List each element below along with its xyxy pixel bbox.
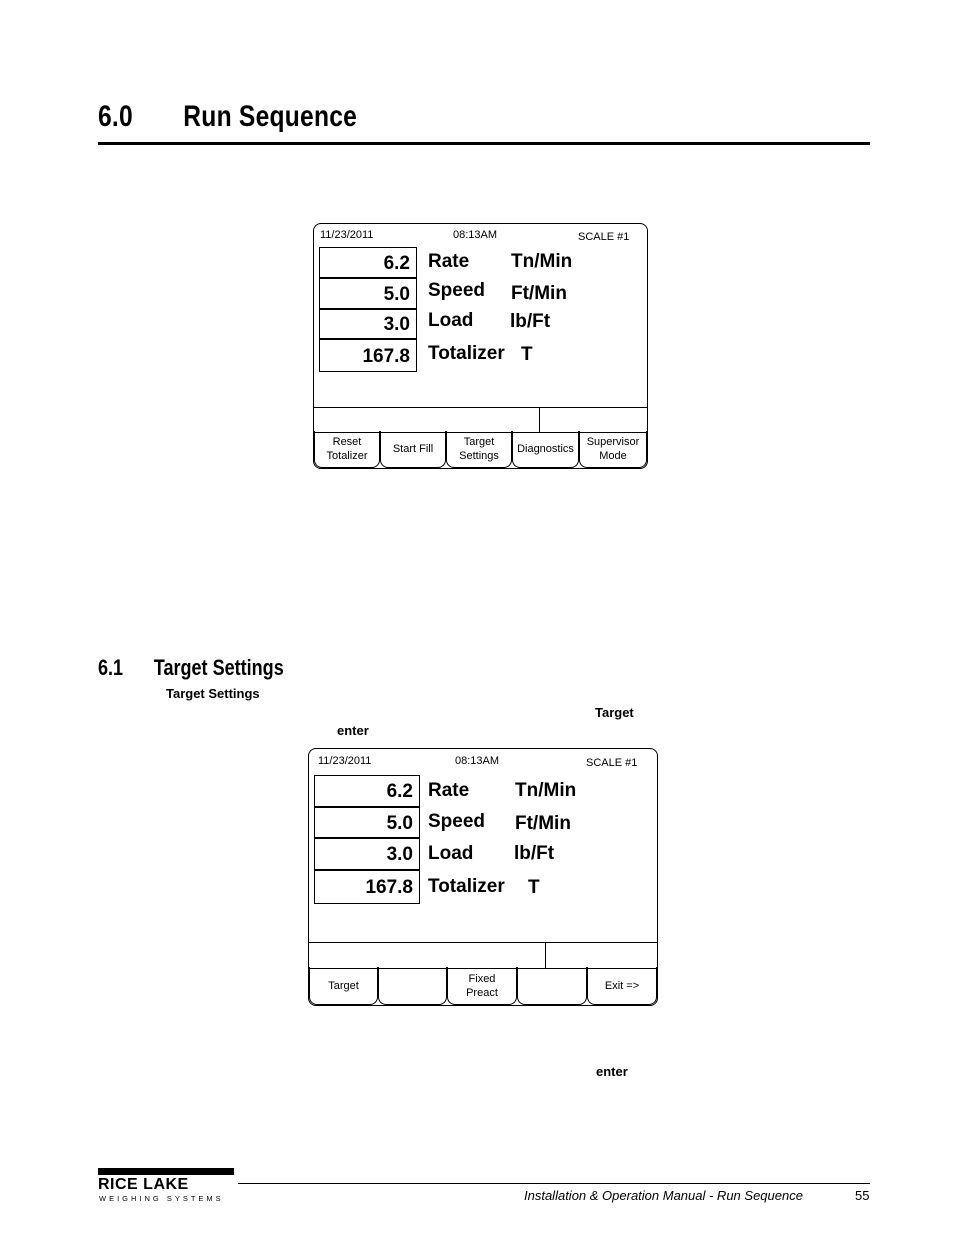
target-settings-screen (308, 748, 658, 1006)
softkey-fixed-preact[interactable] (447, 967, 517, 1005)
logo-tagline: WEIGHING SYSTEMS (99, 1194, 224, 1203)
softkey-diagnostics[interactable] (512, 431, 579, 468)
screen-date: 11/23/2011 (318, 755, 372, 767)
footer-manual-title: Installation & Operation Manual - Run Sequence (524, 1188, 803, 1203)
load-unit: lb/Ft (510, 311, 551, 332)
rice-lake-logo (98, 1168, 236, 1204)
screen-scale: SCALE #1 (578, 231, 630, 243)
load-label: Load (428, 310, 474, 331)
speed-value: 5.0 (314, 807, 420, 838)
load-unit: lb/Ft (514, 843, 555, 864)
rate-unit: Tn/Min (515, 780, 577, 801)
totalizer-label: Totalizer (428, 343, 505, 364)
prompt-line (309, 942, 657, 943)
softkey-label: Fixed (468, 972, 496, 985)
softkey-target[interactable] (309, 967, 378, 1005)
footer-rule (238, 1183, 870, 1184)
rate-value: 6.2 (319, 247, 417, 278)
speed-unit: Ft/Min (511, 283, 567, 304)
screen-scale: SCALE #1 (586, 757, 638, 769)
screen-date: 11/23/2011 (320, 229, 374, 241)
softkey-label: Reset (332, 436, 362, 448)
screen-time: 08:13AM (453, 229, 498, 241)
softkey-reset-totalizer[interactable] (314, 431, 380, 468)
softkey-target-settings[interactable] (446, 431, 512, 468)
softkey-blank-1[interactable] (378, 967, 447, 1005)
run-screen-main (313, 223, 648, 469)
section-title: Run Sequence (183, 100, 358, 133)
load-value: 3.0 (314, 838, 420, 870)
rate-value: 6.2 (314, 775, 420, 807)
speed-label: Speed (428, 811, 486, 832)
rate-label: Rate (428, 251, 470, 272)
softkey-label: Target (463, 436, 495, 448)
totalizer-value: 167.8 (319, 339, 417, 372)
prompt-divider (539, 407, 540, 432)
load-value: 3.0 (319, 309, 417, 339)
softkey-blank-2[interactable] (517, 967, 587, 1005)
section-number: 6.0 (98, 100, 133, 133)
speed-value: 5.0 (319, 278, 417, 309)
section-heading (98, 100, 357, 134)
page-number: 55 (855, 1188, 870, 1203)
speed-label: Speed (428, 280, 486, 301)
softkey-supervisor-mode[interactable] (579, 431, 647, 468)
section-divider (98, 142, 870, 145)
softkey-label: Supervisor (586, 436, 640, 448)
subsection-title: Target Settings (153, 655, 284, 680)
softkey-exit[interactable] (587, 967, 657, 1005)
body-enter: enter (596, 1064, 628, 1079)
logo-wordmark: RICE LAKE (98, 1176, 189, 1193)
softkey-label: Mode (599, 450, 627, 462)
load-label: Load (428, 843, 474, 864)
softkey-label: Start Fill (392, 443, 434, 455)
subsection-heading (98, 655, 284, 681)
totalizer-label: Totalizer (428, 876, 505, 897)
rate-unit: Tn/Min (511, 251, 573, 272)
softkey-label: Totalizer (326, 450, 368, 462)
body-target-settings: Target Settings (166, 686, 260, 701)
body-target: Target (595, 705, 634, 720)
softkey-label: Target (328, 979, 359, 992)
prompt-divider (545, 942, 546, 968)
rate-label: Rate (428, 780, 470, 801)
softkey-label: Settings (459, 450, 499, 462)
softkey-label: Diagnostics (517, 443, 574, 455)
subsection-number: 6.1 (98, 655, 124, 680)
softkey-label: Preact (466, 986, 498, 999)
body-enter: enter (337, 723, 369, 738)
totalizer-unit: T (528, 877, 540, 898)
speed-unit: Ft/Min (515, 813, 571, 834)
totalizer-unit: T (521, 344, 533, 365)
screen-time: 08:13AM (455, 755, 500, 767)
softkey-label: Exit => (604, 979, 640, 992)
totalizer-value: 167.8 (314, 870, 420, 904)
logo-bar (98, 1168, 234, 1175)
softkey-start-fill[interactable] (380, 431, 446, 468)
prompt-line (314, 407, 647, 408)
